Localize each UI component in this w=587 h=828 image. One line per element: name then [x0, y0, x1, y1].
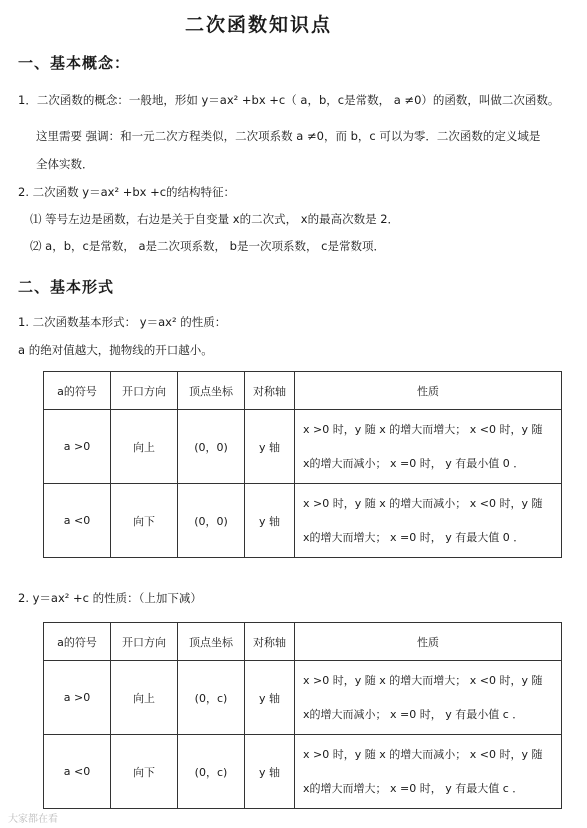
cell-vertex: (0，c): [178, 735, 245, 809]
properties-table-1: [43, 371, 562, 558]
cell-axis: y 轴: [245, 410, 295, 484]
page-title: 二次函数知识点: [185, 14, 333, 36]
structure-item-2: ⑵ a，b，c是常数， a是二次项系数， b是一次项系数， c是常数项．: [30, 239, 385, 253]
concept-definition: 1．二次函数的概念：一般地，形如 y＝ax² +bx +c（ a，b，c是常数， a ≠0）的函数，叫做二次函数。: [18, 93, 560, 107]
header-direction: 开口方向: [111, 623, 178, 661]
cell-sign: a <0: [44, 735, 111, 809]
cell-vertex: (0，0): [178, 484, 245, 558]
form-1-heading: 1. 二次函数基本形式： y＝ax² 的性质：: [18, 315, 227, 329]
header-vertex: 顶点坐标: [178, 623, 245, 661]
cell-property: x >0 时，y 随 x 的增大而减小； x <0 时，y 随 x的增大而增大； x =0 时， y 有最大值 0 ．: [295, 484, 562, 558]
section-heading-concepts: 一、基本概念：: [18, 54, 131, 72]
header-property: 性质: [295, 372, 562, 410]
table-row: [44, 661, 562, 735]
header-sign: a的符号: [44, 372, 111, 410]
concept-emphasis: 这里需要 强调：和一元二次方程类似，二次项系数 a ≠0，而 b，c 可以为零．二次函数的定义域是: [36, 129, 541, 143]
header-property: 性质: [295, 623, 562, 661]
section-heading-forms: 二、基本形式: [18, 278, 115, 296]
cell-axis: y 轴: [245, 661, 295, 735]
cell-axis: y 轴: [245, 484, 295, 558]
table-row: [44, 735, 562, 809]
cell-axis: y 轴: [245, 735, 295, 809]
header-direction: 开口方向: [111, 372, 178, 410]
concept-emphasis-cont: 全体实数．: [36, 157, 94, 171]
header-vertex: 顶点坐标: [178, 372, 245, 410]
form-2-heading: 2. y＝ax² +c 的性质：（上加下减）: [18, 591, 202, 605]
properties-table-2: [43, 622, 562, 809]
structure-item-1: ⑴ 等号左边是函数，右边是关于自变量 x的二次式， x的最高次数是 2．: [30, 212, 400, 226]
watermark: 大家都在看: [8, 814, 58, 825]
table-row: [44, 484, 562, 558]
cell-property: x >0 时，y 随 x 的增大而增大； x <0 时，y 随 x的增大而减小； x =0 时， y 有最小值 c ．: [295, 661, 562, 735]
cell-direction: 向上: [111, 410, 178, 484]
cell-sign: a >0: [44, 661, 111, 735]
structure-heading: 2. 二次函数 y＝ax² +bx +c的结构特征：: [18, 185, 236, 199]
cell-direction: 向上: [111, 661, 178, 735]
cell-sign: a <0: [44, 484, 111, 558]
header-axis: 对称轴: [245, 623, 295, 661]
cell-property: x >0 时，y 随 x 的增大而增大； x <0 时，y 随 x的增大而减小； x =0 时， y 有最小值 0 ．: [295, 410, 562, 484]
form-1-note: a 的绝对值越大，抛物线的开口越小。: [18, 343, 213, 357]
table-row: [44, 410, 562, 484]
cell-vertex: (0，c): [178, 661, 245, 735]
header-sign: a的符号: [44, 623, 111, 661]
cell-direction: 向下: [111, 735, 178, 809]
header-axis: 对称轴: [245, 372, 295, 410]
cell-direction: 向下: [111, 484, 178, 558]
cell-vertex: (0，0): [178, 410, 245, 484]
cell-property: x >0 时，y 随 x 的增大而减小； x <0 时，y 随 x的增大而增大； x =0 时， y 有最大值 c ．: [295, 735, 562, 809]
cell-sign: a >0: [44, 410, 111, 484]
